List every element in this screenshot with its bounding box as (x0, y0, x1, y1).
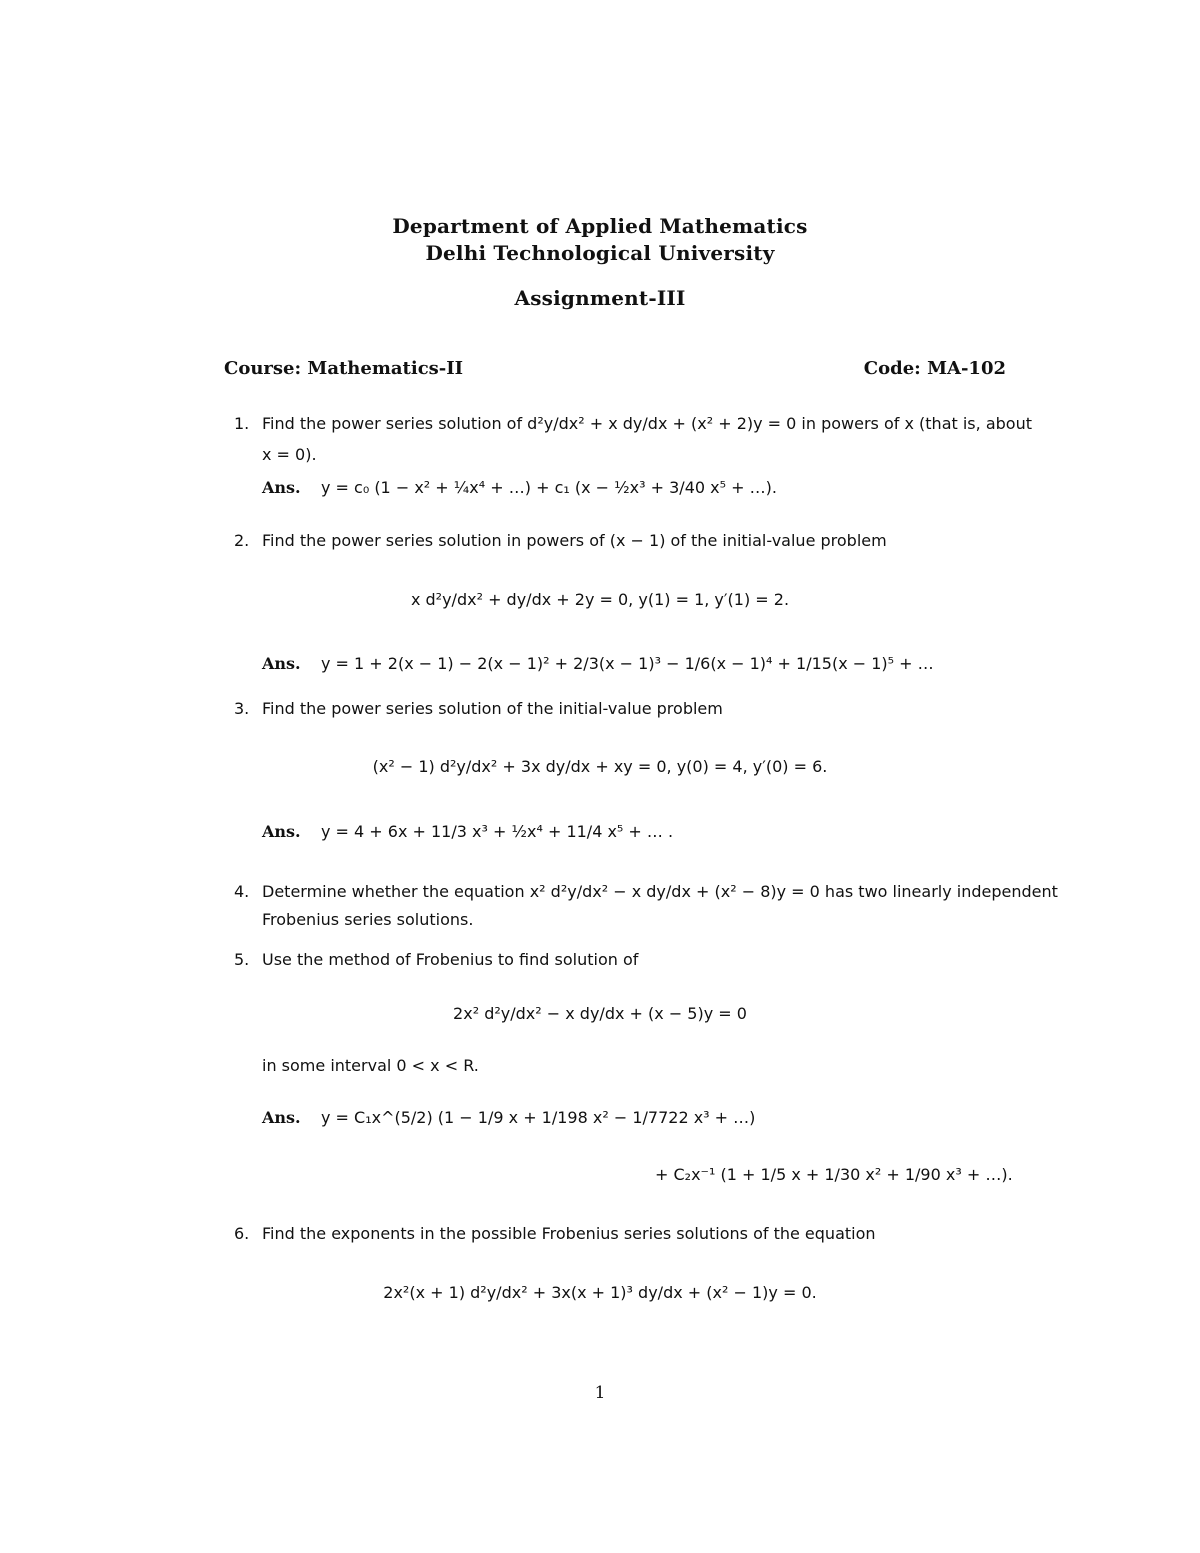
question-text: x = 0). (262, 445, 317, 464)
question-text: Find the power series solution of the initial-value problem (262, 699, 723, 718)
question-text: Determine whether the equation x² d²y/dx² − x dy/dx + (x² − 8)y = 0 has two linearly independent (262, 882, 1058, 901)
department-title: Department of Applied Mathematics (392, 214, 808, 238)
answer-continuation: + C₂x⁻¹ (1 + 1/5 x + 1/30 x² + 1/90 x³ + …). (655, 1165, 1013, 1184)
question-number: 3. (234, 699, 250, 718)
course-label: Course: Mathematics-II (224, 358, 464, 379)
answer (262, 654, 934, 673)
answer (262, 478, 777, 497)
page-number: 1 (594, 1383, 606, 1403)
question-text: Find the power series solution of d²y/dx² + x dy/dx + (x² + 2)y = 0 in powers of x (that is, about (262, 414, 1032, 433)
question-text: Use the method of Frobenius to find solution of (262, 950, 639, 969)
assignment-title: Assignment-III (514, 286, 686, 310)
question-number: 1. (234, 414, 250, 433)
answer-expression: y = 4 + 6x + 11/3 x³ + ½x⁴ + 11/4 x⁵ + … . (320, 822, 674, 841)
answer-expression: y = 1 + 2(x − 1) − 2(x − 1)² + 2/3(x − 1)³ − 1/6(x − 1)⁴ + 1/15(x − 1)⁵ + … (320, 654, 934, 673)
display-equation: x d²y/dx² + dy/dx + 2y = 0, y(1) = 1, y′(1) = 2. (410, 590, 790, 609)
question-number: 6. (234, 1224, 250, 1243)
question-number: 5. (234, 950, 250, 969)
answer-label: Ans. (262, 478, 301, 497)
question-number: 2. (234, 531, 250, 550)
question-text: in some interval 0 < x < R. (262, 1056, 479, 1075)
answer-label: Ans. (262, 654, 301, 673)
question-text: Find the exponents in the possible Frobenius series solutions of the equation (262, 1224, 876, 1243)
answer (262, 1108, 755, 1127)
answer-expression: y = c₀ (1 − x² + ¼x⁴ + …) + c₁ (x − ½x³ + 3/40 x⁵ + …). (320, 478, 777, 497)
answer (262, 822, 673, 841)
display-equation: 2x²(x + 1) d²y/dx² + 3x(x + 1)³ dy/dx + (x² − 1)y = 0. (383, 1283, 817, 1302)
display-equation: (x² − 1) d²y/dx² + 3x dy/dx + xy = 0, y(0) = 4, y′(0) = 6. (372, 757, 828, 776)
university-title: Delhi Technological University (425, 241, 775, 265)
question-number: 4. (234, 882, 250, 901)
code-label: Code: MA-102 (863, 358, 1006, 379)
answer-label: Ans. (262, 822, 301, 841)
answer-expression: y = C₁x^(5/2) (1 − 1/9 x + 1/198 x² − 1/7722 x³ + …) (320, 1108, 756, 1127)
question-text: Frobenius series solutions. (262, 910, 474, 929)
answer-label: Ans. (262, 1108, 301, 1127)
question-text: Find the power series solution in powers of (x − 1) of the initial-value problem (262, 531, 887, 550)
display-equation: 2x² d²y/dx² − x dy/dx + (x − 5)y = 0 (453, 1004, 747, 1023)
